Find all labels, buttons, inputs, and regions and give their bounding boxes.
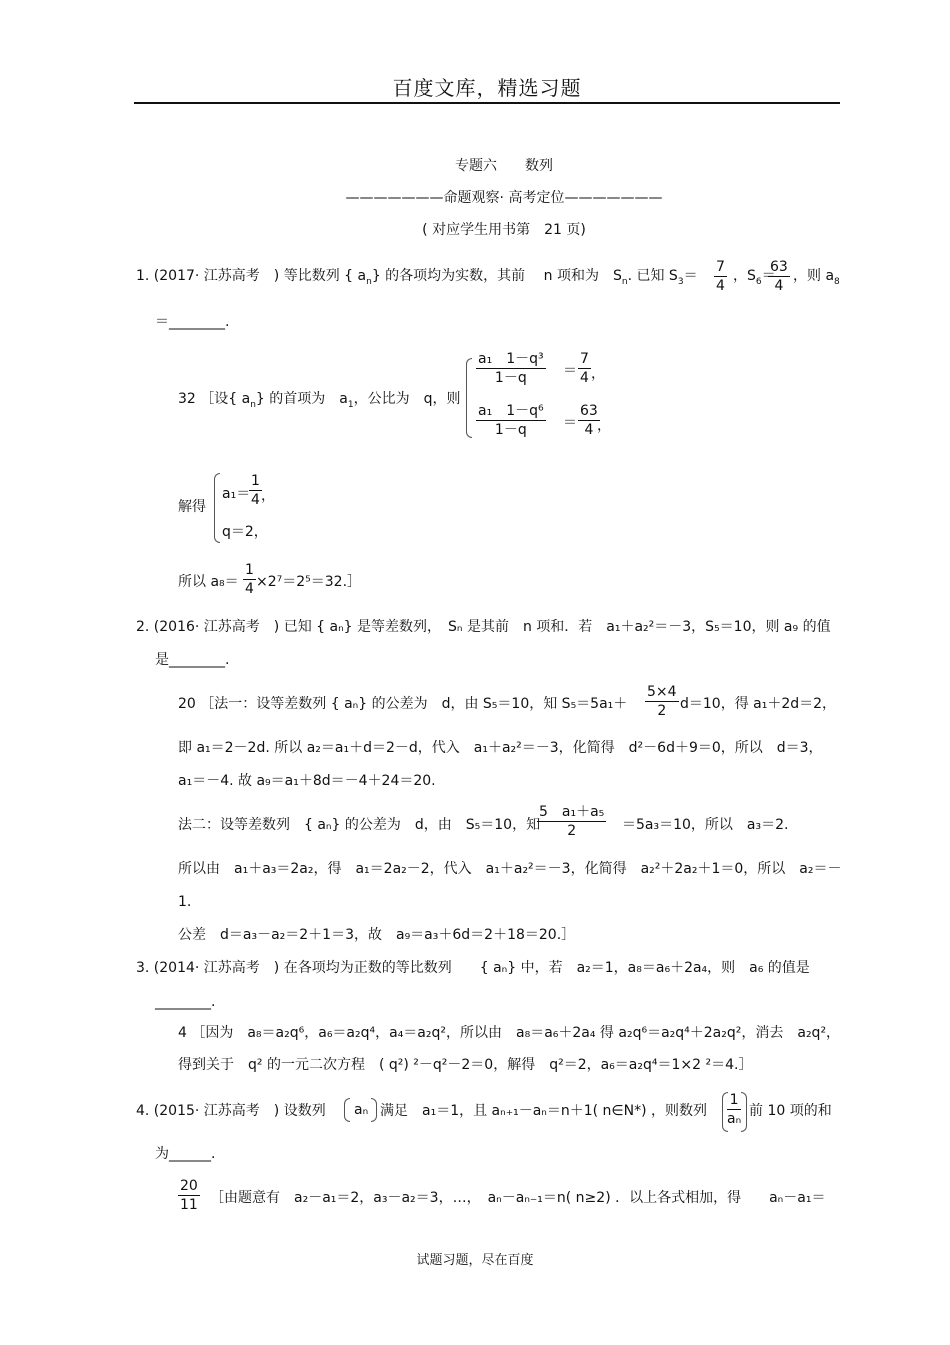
q2-solution-line4: 法二：设等差数列 { aₙ} 的公差为 d，由 S₅＝10，知	[178, 817, 541, 833]
q1-solution-a1: a₁＝	[222, 486, 251, 502]
q2-solution-line1-end: d＝10，得 a₁＋2d＝2，	[680, 696, 837, 712]
q2-solution-line5: 所以由 a₁＋a₃＝2a₂，得 a₁＝2a₂－2，代入 a₁＋a₂²＝－3，化简得 a₂²＋2a₂＋1＝0，所以 a₂＝－	[178, 861, 842, 877]
q1-system-eq1-comma: ，	[591, 366, 605, 382]
q1-fraction-s3: 7 4	[716, 259, 725, 295]
q1-conclusion-result: ×2⁷＝2⁵＝32.］	[256, 574, 362, 590]
q1-system-eq1-equals: ＝	[563, 363, 577, 379]
q2-solution-line3: a₁＝－4. 故 a₉＝a₁＋8d＝－4＋24＝20.	[178, 773, 436, 789]
q4-reciprocal-fraction: 1 aₙ	[727, 1092, 742, 1128]
q4-answer-fraction: 20 11	[180, 1178, 198, 1214]
q3-answer-blank: ________.	[155, 994, 216, 1010]
q2-solution-line4-end: ＝5a₃＝10，所以 a₃＝2.	[622, 817, 789, 833]
q1-system-eq2-lhs: a₁ 1－q⁶ 1－q	[478, 403, 544, 439]
q2-solution-line7: 公差 d＝a₃－a₂＝2＋1＝3，故 a₉＝a₃＋6d＝2＋18＝20.］	[178, 927, 576, 943]
q1-conclusion-fraction: 1 4	[245, 562, 254, 598]
q4-answer-blank: 为______.	[155, 1146, 216, 1162]
q2-solution-line6: 1.	[178, 894, 192, 910]
q1-conclusion-lead: 所以 a₈＝	[178, 574, 239, 590]
q1-system-brace	[466, 358, 472, 438]
q4-sequence-term: aₙ	[354, 1102, 369, 1118]
q1-answer-blank: ＝________.	[155, 314, 230, 330]
q1-solution-q: q＝2，	[222, 524, 268, 540]
q1-system-eq1-lhs: a₁ 1－q³ 1－q	[478, 351, 544, 387]
q3-solution-line2: 得到关于 q² 的一元二次方程 ( q²) ²－q²－2＝0，解得 q²＝2，a₆＝a₂q⁴＝1×2 ²＝4.］	[178, 1057, 753, 1073]
page-footer: 试题习题，尽在百度	[416, 1253, 534, 1268]
q1-system-eq2-equals: ＝	[563, 415, 577, 431]
section-title: 专题六 数列	[455, 158, 553, 174]
q1-solution-brace	[214, 473, 220, 543]
q1-system-eq2-rhs: 63 4	[580, 403, 598, 439]
q1-fraction-s6: 63 4	[770, 259, 788, 295]
page-reference: ( 对应学生用书第 21 页)	[422, 222, 586, 238]
q4-reciprocal-brace-right	[741, 1092, 747, 1132]
q4-sequence-brace-right	[371, 1098, 377, 1122]
q4-solution-line1: ［由题意有 a₂－a₁＝2，a₃－a₂＝3，…， aₙ－aₙ₋₁＝n( n≥2) ．以上各式相加，得 aₙ－a₁＝	[210, 1190, 826, 1206]
page-header-title: 百度文库，精选习题	[392, 76, 582, 100]
q4-sequence-brace-left	[344, 1098, 350, 1122]
q1-stem-part2: ，$S_6=$	[733, 268, 776, 287]
q1-system-eq2-comma: ，	[597, 418, 611, 434]
q1-solution-a1-comma: ，	[261, 488, 275, 504]
header-divider	[134, 102, 840, 104]
q4-stem-part3: 前 10 项的和	[749, 1103, 832, 1119]
q4-stem-part2: 满足 a₁＝1，且 aₙ₊₁－aₙ＝n＋1( n∈N*) ，则数列	[380, 1103, 708, 1119]
q2-stem: 2. (2016· 江苏高考 ) 已知 { aₙ} 是等差数列， Sₙ 是其前 n 项和．若 a₁＋a₂²＝－3，S₅＝10，则 a₉ 的值	[136, 619, 831, 635]
q1-answer-lead: 32 ［设{ $a_n$} 的首项为 $a_1$，公比为 q，则	[178, 391, 461, 410]
q1-stem-part3: ，则 $a_8$	[793, 268, 840, 287]
q3-solution-line1: 4 ［因为 a₈＝a₂q⁶，a₆＝a₂q⁴，a₄＝a₂q²，所以由 a₈＝a₆＋2a₄ 得 a₂q⁶＝a₂q⁴＋2a₂q²，消去 a₂q²，	[178, 1025, 841, 1041]
q1-stem: 1. (2017· 江苏高考 ) 等比数列 { $a_n$} 的各项均为实数，其前 n 项和为 $S_n$. 已知 $S_3=$	[136, 268, 698, 287]
q2-answer-blank: 是________.	[155, 652, 230, 668]
section-subtitle: ———————命题观察· 高考定位———————	[345, 190, 663, 206]
q2-solution-line1: 20 ［法一：设等差数列 { aₙ} 的公差为 d，由 S₅＝10，知 S₅＝5a₁＋	[178, 696, 628, 712]
q2-solution-fraction1: 5×4 2	[647, 684, 677, 720]
q1-solve-label: 解得	[178, 499, 206, 515]
q1-system-eq1-rhs: 7 4	[580, 351, 589, 387]
q2-solution-line2: 即 a₁＝2－2d. 所以 a₂＝a₁＋d＝2－d，代入 a₁＋a₂²＝－3，化简得 d²－6d＋9＝0，所以 d＝3，	[178, 740, 823, 756]
q1-solution-a1-fraction: 1 4	[251, 473, 260, 509]
q2-solution-fraction2: 5 a₁＋a₅ 2	[539, 804, 605, 840]
q3-stem: 3. (2014· 江苏高考 ) 在各项均为正数的等比数列 { aₙ} 中，若 a₂＝1，a₈＝a₆＋2a₄，则 a₆ 的值是	[136, 960, 810, 976]
q4-stem: 4. (2015· 江苏高考 ) 设数列	[136, 1103, 326, 1119]
